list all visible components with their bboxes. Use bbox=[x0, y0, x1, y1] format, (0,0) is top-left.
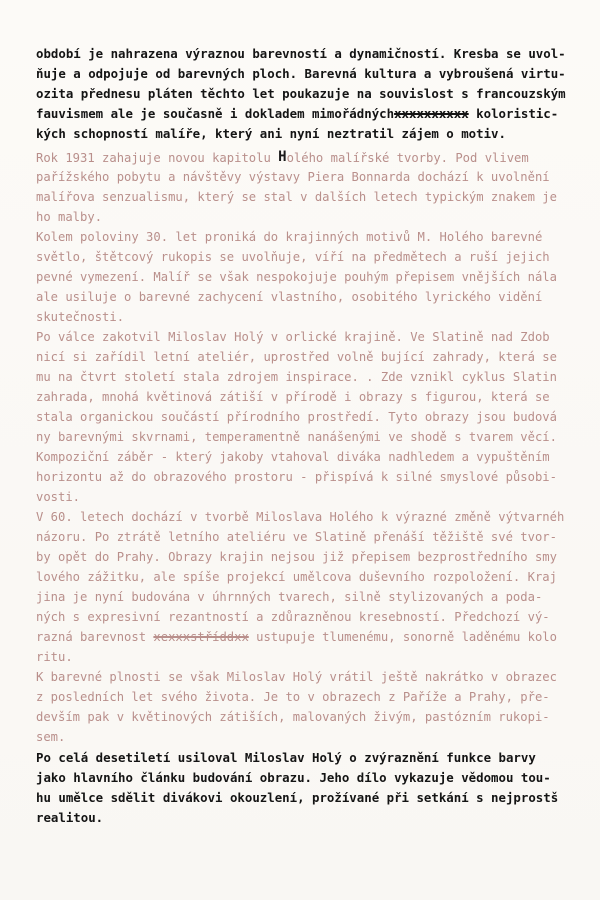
line-text: realitou. bbox=[36, 810, 104, 825]
line-text-continued: koloristic- bbox=[468, 106, 559, 121]
line-text: ňuje a odpojuje od barevných ploch. Barevná kultura a vybroušená virtu- bbox=[36, 66, 566, 81]
text-line bbox=[36, 550, 557, 564]
text-line bbox=[36, 350, 557, 364]
line-text: Po celá desetiletí usiloval Miloslav Holý o zvýraznění funkce barvy bbox=[36, 750, 536, 765]
line-text-continued: ustupuje tlumenému, sonorně laděnému kolo bbox=[248, 630, 557, 644]
text-line bbox=[36, 510, 564, 524]
line-text: skutečnosti. bbox=[36, 310, 125, 324]
text-line bbox=[36, 690, 550, 704]
line-text: K barevné plnosti se však Miloslav Holý vrátil ještě nakrátko v obrazec bbox=[36, 670, 557, 684]
line-text: hu umělce sdělit divákovi okouzlení, prožívané při setkání s nejprostš bbox=[36, 790, 559, 805]
line-text: devším pak v květinových zátiších, malovaných živým, pastózním rukopi- bbox=[36, 710, 550, 724]
text-line bbox=[36, 750, 536, 765]
text-line bbox=[36, 810, 103, 825]
line-text: ny barevnými skvrnami, temperamentně nanášenými ve shodě s tvarem věcí. bbox=[36, 430, 557, 444]
line-text: stala organickou součástí přírodního prostředí. Tyto obrazy jsou budová bbox=[36, 410, 557, 424]
line-text: pařížského pobytu a návštěvy výstavy Piera Bonnarda dochází k uvolnění bbox=[36, 170, 550, 184]
text-line bbox=[36, 530, 557, 544]
line-text: lového zážitku, ale spíše projekcí umělcova duševního rozpoložení. Kraj bbox=[36, 570, 557, 584]
line-text: nicí si zařídil letní ateliér, uprostřed volně bující zahrady, která se bbox=[36, 350, 557, 364]
line-text: jina je nyní budována v úhrnných tvarech, silně stylizovaných a poda- bbox=[36, 590, 543, 604]
line-text: horizontu až do obrazového prostoru - přispívá k silné smyslové působi- bbox=[36, 470, 557, 484]
text-line bbox=[36, 430, 557, 444]
line-text: období je nahrazena výraznou barevností a dynamičností. Kresba se uvol- bbox=[36, 46, 566, 61]
text-line bbox=[36, 330, 550, 344]
text-line bbox=[36, 490, 80, 504]
struck-out-text: xexxxstříddxx bbox=[153, 630, 249, 644]
text-line bbox=[36, 250, 550, 264]
line-text-continued: olého malířské tvorby. Pod vlivem bbox=[286, 151, 529, 165]
line-text: světlo, štětcový rukopis se uvolňuje, víří na předmětech a ruší jejich bbox=[36, 250, 550, 264]
text-line bbox=[36, 590, 542, 604]
line-text: zahrada, mnohá květinová zátiší v přírodě i obrazy s figurou, která se bbox=[36, 390, 550, 404]
struck-out-text: xxxxxxxxxx bbox=[394, 106, 469, 121]
line-text: ritu. bbox=[36, 650, 73, 664]
text-line bbox=[36, 270, 557, 284]
line-text: Po válce zakotvil Miloslav Holý v orlické krajině. Ve Slatině nad Zdob bbox=[36, 330, 550, 344]
text-line bbox=[36, 670, 557, 684]
text-line bbox=[36, 790, 558, 805]
text-line bbox=[36, 730, 65, 744]
line-text: razná barevnost bbox=[36, 630, 154, 644]
text-line bbox=[36, 370, 557, 384]
line-text: ných s expresivní rezantností a zdůrazněnou kresebností. Předchozí vý- bbox=[36, 610, 550, 624]
text-line bbox=[36, 570, 557, 584]
text-line bbox=[36, 46, 566, 61]
line-text: Kompoziční záběr - který jakoby vtahoval diváka nadhledem a vypuštěním bbox=[36, 450, 550, 464]
text-line bbox=[36, 230, 542, 244]
text-line bbox=[36, 390, 550, 404]
text-line bbox=[36, 86, 566, 101]
text-line bbox=[36, 190, 557, 204]
handwritten-correction: H bbox=[278, 149, 287, 165]
line-text: kých schopností malíře, který ani nyní neztratil zájem o motiv. bbox=[36, 126, 506, 141]
text-line bbox=[36, 126, 506, 141]
text-line bbox=[36, 650, 73, 664]
text-line bbox=[36, 450, 550, 464]
text-line bbox=[36, 170, 550, 184]
line-text: ho malby. bbox=[36, 210, 103, 224]
line-text: by opět do Prahy. Obrazy krajin nejsou již přepisem bezprostředního smy bbox=[36, 550, 557, 564]
text-line bbox=[36, 710, 550, 724]
line-text: názoru. Po ztrátě letního ateliéru ve Slatině přenáší těžiště své tvor- bbox=[36, 530, 557, 544]
line-text: jako hlavního článku budování obrazu. Jeho dílo vykazuje vědomou tou- bbox=[36, 770, 551, 785]
line-text: malířova senzualismu, který se stal v dalších letech typickým znakem je bbox=[36, 190, 557, 204]
line-text: Rok 1931 zahajuje novou kapitolu bbox=[36, 151, 279, 165]
text-line bbox=[36, 470, 557, 484]
line-text: fauvismem ale je současně i dokladem mimořádných bbox=[36, 106, 395, 121]
text-line bbox=[36, 610, 550, 624]
line-text: z posledních let svého života. Je to v obrazech z Paříže a Prahy, pře- bbox=[36, 690, 550, 704]
text-line bbox=[36, 410, 557, 424]
text-line bbox=[36, 770, 551, 785]
line-text: Kolem poloviny 30. let proniká do krajinných motivů M. Holého barevné bbox=[36, 230, 543, 244]
line-text: vosti. bbox=[36, 490, 81, 504]
line-text: ozita přednesu pláten těchto let poukazuje na souvislost s francouzským bbox=[36, 86, 566, 101]
line-text: pevné vymezení. Malíř se však nespokojuje pouhým přepisem vnějších nála bbox=[36, 270, 557, 284]
text-line bbox=[36, 290, 542, 304]
text-line bbox=[36, 150, 529, 166]
line-text: ale usiluje o barevné zachycení vlastního, osobitého lyrického vidění bbox=[36, 290, 543, 304]
text-line bbox=[36, 630, 557, 644]
text-line bbox=[36, 106, 558, 121]
line-text: V 60. letech dochází v tvorbě Miloslava Holého k výrazné změně výtvarnéh bbox=[36, 510, 565, 524]
line-text: mu na čtvrt století stala zdrojem inspirace. . Zde vznikl cyklus Slatin bbox=[36, 370, 557, 384]
text-line bbox=[36, 210, 102, 224]
text-line bbox=[36, 310, 124, 324]
line-text: sem. bbox=[36, 730, 66, 744]
text-line bbox=[36, 66, 566, 81]
